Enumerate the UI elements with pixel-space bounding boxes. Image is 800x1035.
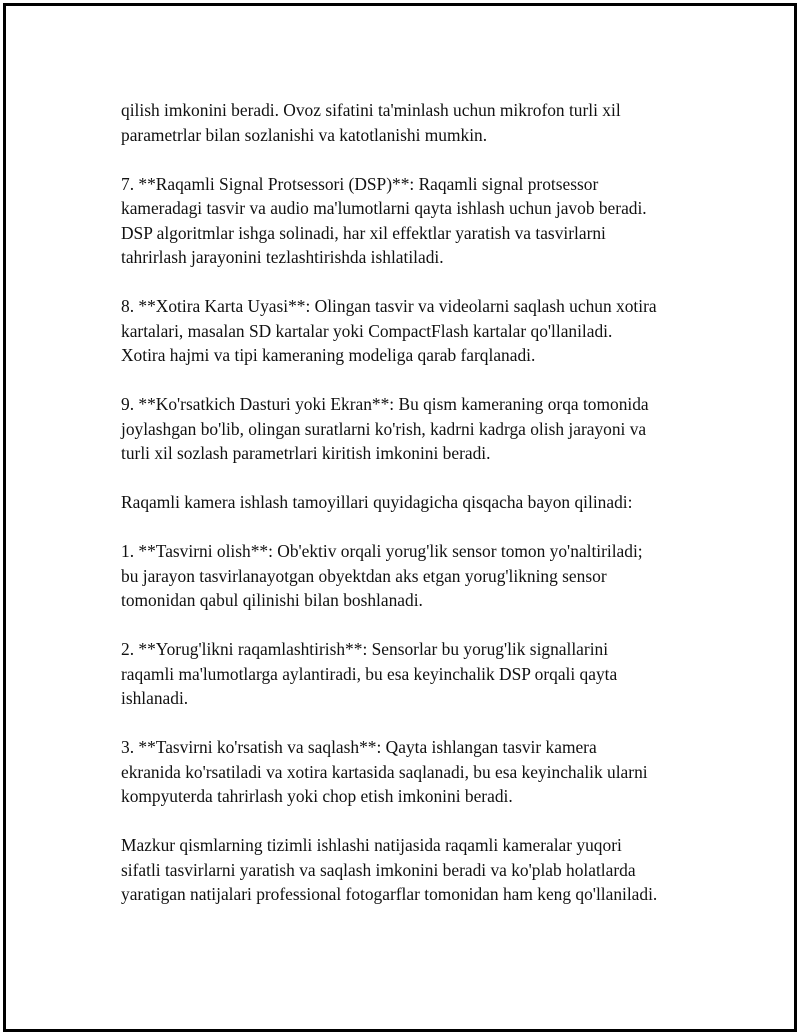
paragraph-mikrofon-continuation xyxy=(121,98,721,147)
text-line: kameradagi tasvir va audio ma'lumotlarni qayta ishlash uchun javob beradi. xyxy=(121,198,647,218)
text-line: yaratigan natijalari professional fotogarflar tomonidan ham keng qo'llaniladi. xyxy=(121,884,658,904)
text-line: turli xil sozlash parametrlari kiritish imkonini beradi. xyxy=(121,443,491,463)
text-line: 2. **Yorug'likni raqamlashtirish**: Sensorlar bu yorug'lik signallarini xyxy=(121,639,609,659)
text-line: ishlanadi. xyxy=(121,688,189,708)
text-line: 8. **Xotira Karta Uyasi**: Olingan tasvir va videolarni saqlash uchun xotira xyxy=(121,296,657,316)
text-line: sifatli tasvirlarni yaratish va saqlash imkonini beradi va ko'plab holatlarda xyxy=(121,859,636,880)
text-line: 3. **Tasvirni ko'rsatish va saqlash**: Qayta ishlangan tasvir kamera xyxy=(121,737,597,757)
document-body xyxy=(121,98,721,931)
text-line: bu jarayon tasvirlanayotgan obyektdan aks etgan yorug'likning sensor xyxy=(121,565,607,586)
text-line: joylashgan bo'lib, olingan suratlarni ko'rish, kadrni kadrga olish jarayoni va xyxy=(121,418,647,439)
paragraph-principle-2 xyxy=(121,637,721,711)
text-line: tahrirlash jarayonini tezlashtirishda ishlatiladi. xyxy=(121,247,444,267)
text-line: Raqamli kamera ishlash tamoyillari quyidagicha qisqacha bayon qilinadi: xyxy=(121,492,633,512)
paragraph-item-9-screen xyxy=(121,392,721,466)
text-line: 1. **Tasvirni olish**: Ob'ektiv orqali yorug'lik sensor tomon yo'naltiriladi; xyxy=(121,541,643,561)
text-line: parametrlar bilan sozlanishi va katotlanishi mumkin. xyxy=(121,124,488,145)
text-line: Xotira hajmi va tipi kameraning modeliga qarab farqlanadi. xyxy=(121,345,536,365)
text-line: qilish imkonini beradi. Ovoz sifatini ta'minlash uchun mikrofon turli xil xyxy=(121,100,621,120)
text-line: 7. **Raqamli Signal Protsessori (DSP)**: Raqamli signal protsessor xyxy=(121,173,599,194)
text-line: 9. **Ko'rsatkich Dasturi yoki Ekran**: Bu qism kameraning orqa tomonida xyxy=(121,394,649,414)
paragraph-item-7-dsp xyxy=(121,172,721,270)
text-line: raqamli ma'lumotlarga aylantiradi, bu esa keyinchalik DSP orqali qayta xyxy=(121,663,618,684)
paragraph-principle-1 xyxy=(121,539,721,613)
text-line: ekranida ko'rsatiladi va xotira kartasida saqlanadi, bu esa keyinchalik ularni xyxy=(121,761,648,782)
paragraph-item-8-memory-card xyxy=(121,294,721,368)
paragraph-principles-intro xyxy=(121,490,721,515)
page-frame xyxy=(3,3,797,1032)
text-line: DSP algoritmlar ishga solinadi, har xil effektlar yaratish va tasvirlarni xyxy=(121,222,606,243)
text-line: tomonidan qabul qilinishi bilan boshlanadi. xyxy=(121,590,423,610)
text-line: Mazkur qismlarning tizimli ishlashi natijasida raqamli kameralar yuqori xyxy=(121,835,622,855)
paragraph-conclusion xyxy=(121,833,721,907)
text-line: kartalari, masalan SD kartalar yoki CompactFlash kartalar qo'llaniladi. xyxy=(121,320,613,341)
paragraph-principle-3 xyxy=(121,735,721,809)
text-line: kompyuterda tahrirlash yoki chop etish imkonini beradi. xyxy=(121,786,513,806)
